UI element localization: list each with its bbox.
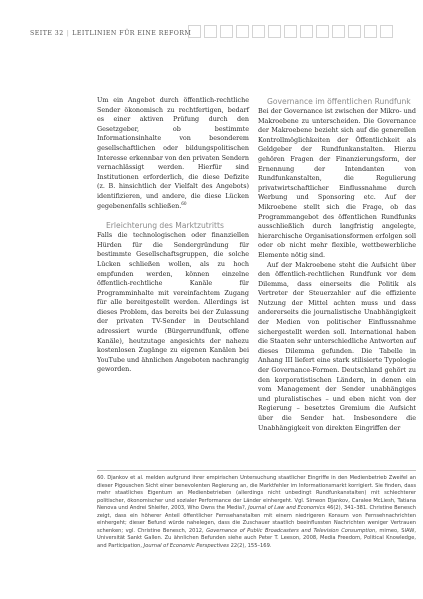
- decorative-squares: [188, 25, 393, 38]
- deco-square: [188, 25, 201, 38]
- footnote-reference[interactable]: 60: [181, 200, 187, 206]
- footnote-divider: [97, 470, 416, 471]
- header-separator: |: [66, 30, 70, 37]
- body-paragraph: Falls die technologischen oder finanziellen Hürden für die Sendergründung für bestimmte Gesellschaftsgruppen, die solche Lücken schließen wollen, als zu hoch empfunden werden, können einzelne öffentlich-rechtliche Kanäle für Programminhalte mit vereinfachtem Zugang für alle bereitgestellt werden. Allerdings ist dieses Problem, das bereits bei der Zulassung der privaten TV-Sender in Deutschland adressiert wurde (Bürgerrundfunk, offene Kanäle), heutzutage angesichts der nahezu kostenlosen Zugänge zu eigenen Kanälen bei YouTube und ähnlichen Angeboten nachrangig geworden.: [97, 231, 249, 374]
- deco-square: [380, 25, 393, 38]
- deco-square: [364, 25, 377, 38]
- section-heading-market-entry: Erleichterung des Marktzutritts: [106, 221, 224, 231]
- body-paragraph: Auf der Makroebene steht die Aufsicht über den öffentlich-rechtlichen Rundfunk vor dem Dilemma, dass einerseits die Politik als Vertreter der Steuerzahler auf die effiziente Nutzung der Mittel achten muss und dass andererseits die journalistische Unabhängigkeit der Medien von politischer Einflussnahme sichergestellt werden soll. International haben die Staaten sehr unterschiedliche Antworten auf dieses Dilemma gefunden. Die Tabelle in Anhang III liefert eine stark stilisierte Typologie der Governance-Formen. Deutschland gehört zu den korporatistischen Ländern, in denen ein vom Management der Sender unabhängiges und pluralistisches – und eben nicht von der Regierung – besetztes Gremium die Aufsicht über die Sender hat. Insbesondere die Unabhängigkeit von direkten Eingriffen der: [258, 260, 416, 432]
- deco-square: [332, 25, 345, 38]
- deco-square: [236, 25, 249, 38]
- deco-square: [252, 25, 265, 38]
- journal-title: Journal of Law and Economics: [248, 505, 326, 512]
- deco-square: [348, 25, 361, 38]
- footnote: [97, 475, 416, 550]
- deco-square: [316, 25, 329, 38]
- deco-square: [300, 25, 313, 38]
- footnote-number: 60.: [97, 475, 106, 481]
- journal-title: Journal of Economic Perspectives: [143, 542, 229, 549]
- deco-square: [220, 25, 233, 38]
- footnote-60: 60. Djankov et al. melden aufgrund ihrer empirischen Untersuchung staatlicher Eingriffe in den Medienbetrieb Zweifel an dieser Pigouschen Sicht einer benevolenten Regierung an, die Marktfehler im Informationsmarkt korrigiert. Sie finden, dass mehr staatliches Eigentum an Medienbetrieben (allerdings nicht unbedingt Rundfunkanstalten) mit schlechterer politischer, ökonomischer und sozialer Performance der Länder einhergeht. Vgl. Simeon Djankov, Caralee McLiesh, Tatiana Nenova und Andrei Shleifer, 2003, Who Owns the Media?, Journal of Law and Economics 46(2), 341–381. Christine Benesch zeigt, dass ein höherer Anteil öffentlicher Fernsehanstalten mit einem niedrigeren Konsum von Fernsehnachrichten einhergeht; dieser Befund würde nahelegen, dass die Zuschauer staatlich beeinflussten Nachrichten weniger Vertrauen schenken; vgl. Christine Benesch, 2012, Governance of Public Broadcasters and Television Consumption, mimeo, SIAW, Universität Sankt Gallen. Zu ähnlichen Befunden siehe auch Peter T. Leeson, 2008, Media Freedom, Political Knowledge, and Participation, Journal of Economic Perspectives 22(2), 155–169.: [97, 475, 416, 549]
- deco-square: [268, 25, 281, 38]
- section-heading-governance: Governance im öffentlichen Rundfunk: [267, 97, 411, 106]
- deco-square: [284, 25, 297, 38]
- right-column: [258, 97, 416, 433]
- deco-square: [204, 25, 217, 38]
- body-paragraph: Bei der Governance ist zwischen der Mikro- und Makroebene zu unterscheiden. Die Governance der Makroebene bezieht sich auf die generellen Kontrollmöglichkeiten der Öffentlichkeit als Geldgeber der Rundfunkanstalten. Hierzu gehören Fragen der Finanzierungsform, der Ernennung der Intendanten von Rundfunkanstalten, die Regulierung privatwirtschaftlicher Einflussnahme durch Werbung und Sponsoring etc. Auf der Mikroebene stellt sich die Frage, ob das Programmangebot des öffentlichen Rundfunks ausschließlich durch langfristig angelegte, hierarchische Organisationsformen erfolgen soll oder ob nicht mehr flexible, wettbewerbliche Elemente nötig sind.: [258, 107, 416, 259]
- left-column: [97, 96, 249, 375]
- page-label: SEITE 32: [30, 30, 64, 37]
- journal-title: Governance of Public Broadcasters and Television Consumption: [206, 527, 376, 534]
- body-paragraph: Um ein Angebot durch öffentlich-rechtliche Sender ökonomisch zu rechtfertigen, bedarf es einer aktiven Prüfung durch den Gesetzgeber, ob bestimmte Informationsinhalte von besonderem gesellschaftlichen oder bildungspolitischen Interesse erkennbar von den privaten Sendern vernachlässigt werden. Hierfür sind Institutionen erforderlich, die diese Defizite (z. B. hinsichtlich der Vielfalt des Angebots) identifizieren, und andere, die diese Lücken gegebenenfalls schließen.$^{60}$: [97, 96, 249, 210]
- running-header: [30, 30, 191, 37]
- running-title: LEITLINIEN FÜR EINE REFORM: [72, 30, 192, 37]
